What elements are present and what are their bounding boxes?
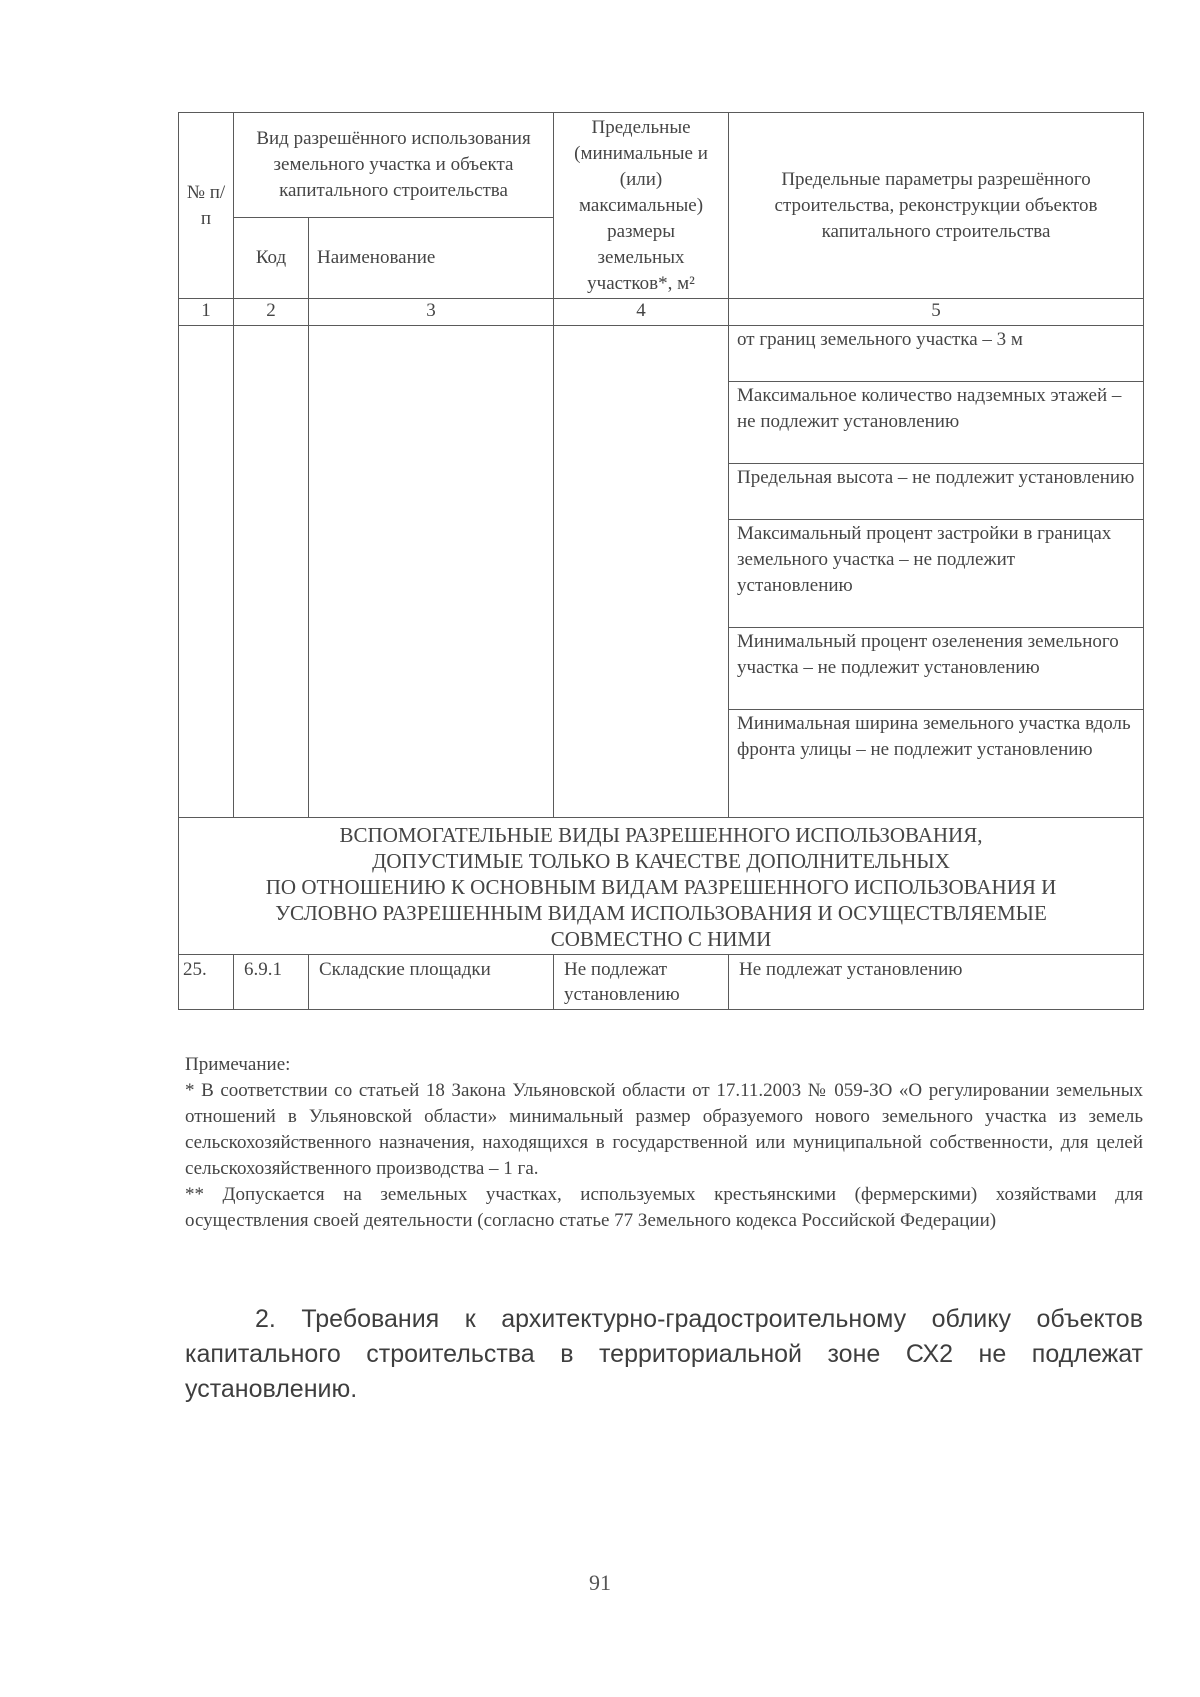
param-setback: от границ земельного участка – 3 м [729, 326, 1144, 382]
param-min-width: Минимальная ширина земельного участка вдоль фронта улицы – не подлежит установлению [729, 710, 1144, 818]
row-name: Складские площадки [309, 955, 554, 1010]
page-number: 91 [589, 1570, 611, 1595]
section-heading-line: УСЛОВНО РАЗРЕШЕННЫМ ВИДАМ ИСПОЛЬЗОВАНИЯ И ОСУЩЕСТВЛЯЕМЫЕ [275, 901, 1047, 925]
cont-sizes-cell [554, 326, 729, 818]
col-number-4: 4 [554, 299, 729, 326]
section-heading [179, 818, 1144, 955]
cont-code-cell [234, 326, 309, 818]
notes-title: Примечание: [185, 1054, 291, 1075]
col-number-3: 3 [309, 299, 554, 326]
header-kind: Вид разрешённого использования земельного участка и объекта капитального строительства [234, 113, 554, 218]
column-number-row [179, 299, 1144, 326]
param-max-height: Предельная высота – не подлежит установлению [729, 464, 1144, 520]
col-number-1: 1 [179, 299, 234, 326]
note-1: * В соответствии со статьей 18 Закона Ульяновской области от 17.11.2003 № 059-ЗО «О регулировании земельных отношений в Ульяновской области» минимальный размер образуемого нового земельного участка из земель сельскохозяйственного назначения, находящихся в государственной или муниципальной собственности, для целей сельскохозяйственного производства – 1 га. [185, 1080, 1143, 1179]
param-max-floors: Максимальное количество надземных этажей – не подлежит установлению [729, 382, 1144, 464]
cont-name-cell [309, 326, 554, 818]
row-num: 25. [179, 955, 234, 1010]
note-2: ** Допускается на земельных участках, используемых крестьянскими (фермерскими) хозяйствами для осуществления своей деятельности (согласно статье 77 Земельного кодекса Российской Федерации) [185, 1184, 1143, 1231]
table-row [179, 955, 1144, 1010]
section-heading-row [179, 818, 1144, 955]
requirements-paragraph [185, 1302, 1143, 1407]
requirements-text: 2. Требования к архитектурно-градостроительному облику объектов капитального строительства в территориальной зоне СХ2 не подлежат установлению. [185, 1305, 1143, 1403]
header-sizes: Предельные (минимальные и (или) максимальные) размеры земельных участков*, м² [554, 113, 729, 299]
header-num: № п/п [179, 113, 234, 299]
notes-block [185, 1052, 1143, 1234]
table-header-row [179, 113, 1144, 218]
section-heading-line: ПО ОТНОШЕНИЮ К ОСНОВНЫМ ВИДАМ РАЗРЕШЕННОГО ИСПОЛЬЗОВАНИЯ И [265, 875, 1057, 899]
row-params: Не подлежат установлению [729, 955, 1144, 1010]
header-name: Наименование [309, 218, 554, 299]
section-heading-line: СОВМЕСТНО С НИМИ [550, 927, 772, 951]
col-number-5: 5 [729, 299, 1144, 326]
row-code: 6.9.1 [234, 955, 309, 1010]
row-sizes: Не подлежат установлению [554, 955, 729, 1010]
continuation-row [179, 326, 1144, 382]
param-max-coverage: Максимальный процент застройки в границах земельного участка – не подлежит установлению [729, 520, 1144, 628]
section-heading-line: ВСПОМОГАТЕЛЬНЫЕ ВИДЫ РАЗРЕШЕННОГО ИСПОЛЬЗОВАНИЯ, [339, 823, 983, 847]
zoning-table [178, 112, 1144, 1010]
param-min-greenery: Минимальный процент озеленения земельного участка – не подлежит установлению [729, 628, 1144, 710]
section-heading-line: ДОПУСТИМЫЕ ТОЛЬКО В КАЧЕСТВЕ ДОПОЛНИТЕЛЬНЫХ [372, 849, 950, 873]
header-params: Предельные параметры разрешённого строительства, реконструкции объектов капитального строительства [729, 113, 1144, 299]
col-number-2: 2 [234, 299, 309, 326]
cont-num-cell [179, 326, 234, 818]
header-code: Код [234, 218, 309, 299]
